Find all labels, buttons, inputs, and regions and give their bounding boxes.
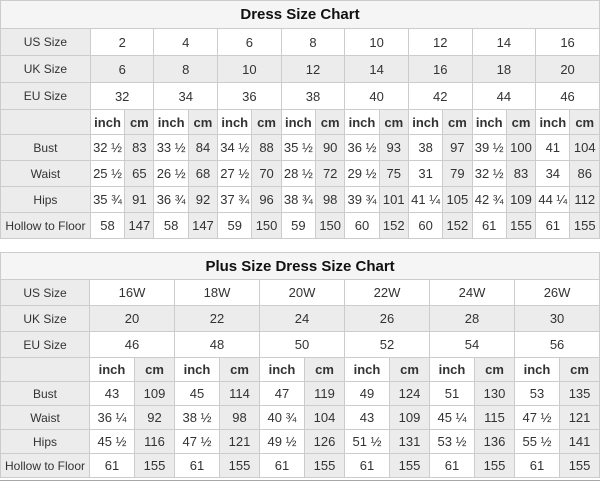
row-label: Bust — [1, 135, 91, 161]
unit-header-inch: inch — [90, 358, 135, 382]
size-value-cell: 16 — [536, 29, 600, 56]
size-value-cell: 34 — [154, 83, 218, 110]
measurement-cm-cell: 155 — [305, 454, 345, 478]
unit-header-cm: cm — [305, 358, 345, 382]
row-label: Hips — [1, 187, 91, 213]
measurement-inch-cell: 33 ½ — [154, 135, 188, 161]
measurement-inch-cell: 49 ½ — [260, 430, 305, 454]
measurement-cm-cell: 70 — [252, 161, 281, 187]
measurement-inch-cell: 61 — [345, 454, 390, 478]
measurement-cm-cell: 84 — [188, 135, 217, 161]
size-value-cell: 50 — [260, 332, 345, 358]
unit-header-cm: cm — [506, 110, 535, 135]
unit-header-inch: inch — [430, 358, 475, 382]
measurement-inch-cell: 35 ¾ — [90, 187, 124, 213]
measurement-inch-cell: 59 — [281, 213, 315, 239]
size-value-cell: 6 — [90, 56, 154, 83]
unit-header-cm: cm — [135, 358, 175, 382]
measurement-inch-cell: 38 ¾ — [281, 187, 315, 213]
unit-header-inch: inch — [260, 358, 305, 382]
unit-header-inch: inch — [536, 110, 570, 135]
measurement-inch-cell: 61 — [472, 213, 506, 239]
unit-header-cm: cm — [443, 110, 472, 135]
measurement-inch-cell: 43 — [345, 406, 390, 430]
measurement-inch-cell: 34 ½ — [218, 135, 252, 161]
measurement-cm-cell: 155 — [135, 454, 175, 478]
measurement-cm-cell: 109 — [506, 187, 535, 213]
measurement-inch-cell: 59 — [218, 213, 252, 239]
measurement-inch-cell: 43 — [90, 382, 135, 406]
measurement-inch-cell: 47 ½ — [515, 406, 560, 430]
measurement-inch-cell: 39 ¾ — [345, 187, 379, 213]
measurement-inch-cell: 27 ½ — [218, 161, 252, 187]
size-value-cell: 40 — [345, 83, 409, 110]
measurement-cm-cell: 155 — [475, 454, 515, 478]
measurement-cm-cell: 115 — [475, 406, 515, 430]
unit-header-cm: cm — [560, 358, 600, 382]
measurement-cm-cell: 96 — [252, 187, 281, 213]
unit-header-cm: cm — [252, 110, 281, 135]
measurement-cm-cell: 92 — [188, 187, 217, 213]
plus-size-chart-table — [0, 252, 600, 478]
measurement-inch-cell: 32 ½ — [90, 135, 124, 161]
measurement-inch-cell: 26 ½ — [154, 161, 188, 187]
measurement-inch-cell: 51 — [430, 382, 475, 406]
measurement-cm-cell: 152 — [443, 213, 472, 239]
unit-header-inch: inch — [90, 110, 124, 135]
row-label: US Size — [1, 29, 91, 56]
size-value-cell: 8 — [154, 56, 218, 83]
measurement-inch-cell: 36 ½ — [345, 135, 379, 161]
measurement-cm-cell: 109 — [390, 406, 430, 430]
measurement-inch-cell: 25 ½ — [90, 161, 124, 187]
size-value-cell: 20 — [90, 306, 175, 332]
size-value-cell: 22 — [175, 306, 260, 332]
measurement-cm-cell: 136 — [475, 430, 515, 454]
size-value-cell: 28 — [430, 306, 515, 332]
size-value-cell: 26W — [515, 280, 600, 306]
size-value-cell: 56 — [515, 332, 600, 358]
measurement-inch-cell: 31 — [408, 161, 442, 187]
size-value-cell: 24 — [260, 306, 345, 332]
unit-header-cm: cm — [390, 358, 430, 382]
size-value-cell: 48 — [175, 332, 260, 358]
measurement-cm-cell: 121 — [560, 406, 600, 430]
size-value-cell: 12 — [281, 56, 345, 83]
row-label: EU Size — [1, 83, 91, 110]
measurement-cm-cell: 155 — [560, 454, 600, 478]
measurement-inch-cell: 36 ¾ — [154, 187, 188, 213]
measurement-cm-cell: 155 — [506, 213, 535, 239]
measurement-cm-cell: 98 — [316, 187, 345, 213]
measurement-inch-cell: 32 ½ — [472, 161, 506, 187]
measurement-cm-cell: 105 — [443, 187, 472, 213]
measurement-cm-cell: 150 — [316, 213, 345, 239]
measurement-cm-cell: 155 — [390, 454, 430, 478]
measurement-cm-cell: 68 — [188, 161, 217, 187]
measurement-cm-cell: 83 — [125, 135, 154, 161]
measurement-inch-cell: 28 ½ — [281, 161, 315, 187]
unit-header-inch: inch — [345, 358, 390, 382]
size-value-cell: 10 — [218, 56, 282, 83]
measurement-cm-cell: 124 — [390, 382, 430, 406]
unit-header-inch: inch — [408, 110, 442, 135]
measurement-cm-cell: 112 — [570, 187, 600, 213]
measurement-inch-cell: 39 ½ — [472, 135, 506, 161]
measurement-cm-cell: 92 — [135, 406, 175, 430]
measurement-inch-cell: 45 ½ — [90, 430, 135, 454]
measurement-cm-cell: 98 — [220, 406, 260, 430]
measurement-cm-cell: 101 — [379, 187, 408, 213]
measurement-inch-cell: 44 ¼ — [536, 187, 570, 213]
size-value-cell: 22W — [345, 280, 430, 306]
row-label: UK Size — [1, 56, 91, 83]
unit-header-cm: cm — [188, 110, 217, 135]
measurement-cm-cell: 72 — [316, 161, 345, 187]
measurement-cm-cell: 155 — [220, 454, 260, 478]
unit-header-inch: inch — [218, 110, 252, 135]
row-label: Hollow to Floor — [1, 454, 90, 478]
measurement-inch-cell: 61 — [430, 454, 475, 478]
row-label: UK Size — [1, 306, 90, 332]
measurement-cm-cell: 104 — [570, 135, 600, 161]
size-value-cell: 52 — [345, 332, 430, 358]
measurement-cm-cell: 135 — [560, 382, 600, 406]
measurement-cm-cell: 109 — [135, 382, 175, 406]
unit-header-inch: inch — [154, 110, 188, 135]
size-value-cell: 4 — [154, 29, 218, 56]
size-value-cell: 8 — [281, 29, 345, 56]
measurement-cm-cell: 152 — [379, 213, 408, 239]
size-value-cell: 14 — [472, 29, 536, 56]
measurement-inch-cell: 35 ½ — [281, 135, 315, 161]
measurement-inch-cell: 49 — [345, 382, 390, 406]
measurement-inch-cell: 53 ½ — [430, 430, 475, 454]
measurement-cm-cell: 97 — [443, 135, 472, 161]
measurement-inch-cell: 45 ¼ — [430, 406, 475, 430]
dress-size-chart-title: Dress Size Chart — [1, 1, 600, 29]
measurement-inch-cell: 61 — [175, 454, 220, 478]
measurement-cm-cell: 155 — [570, 213, 600, 239]
row-label: Hips — [1, 430, 90, 454]
size-value-cell: 46 — [90, 332, 175, 358]
measurement-inch-cell: 40 ¾ — [260, 406, 305, 430]
measurement-inch-cell: 38 ½ — [175, 406, 220, 430]
measurement-inch-cell: 61 — [260, 454, 305, 478]
size-value-cell: 32 — [90, 83, 154, 110]
measurement-cm-cell: 86 — [570, 161, 600, 187]
measurement-inch-cell: 60 — [345, 213, 379, 239]
measurement-inch-cell: 42 ¾ — [472, 187, 506, 213]
size-value-cell: 54 — [430, 332, 515, 358]
measurement-cm-cell: 150 — [252, 213, 281, 239]
measurement-inch-cell: 55 ½ — [515, 430, 560, 454]
table-gap — [0, 239, 600, 252]
size-value-cell: 14 — [345, 56, 409, 83]
size-value-cell: 10 — [345, 29, 409, 56]
unit-header-cm: cm — [570, 110, 600, 135]
unit-header-inch: inch — [472, 110, 506, 135]
unit-header-cm: cm — [316, 110, 345, 135]
size-value-cell: 20 — [536, 56, 600, 83]
size-value-cell: 12 — [408, 29, 472, 56]
measurement-cm-cell: 141 — [560, 430, 600, 454]
size-value-cell: 18 — [472, 56, 536, 83]
plus-size-dress-size-chart-title: Plus Size Dress Size Chart — [1, 253, 600, 280]
row-label: Waist — [1, 161, 91, 187]
unit-header-inch: inch — [281, 110, 315, 135]
measurement-cm-cell: 79 — [443, 161, 472, 187]
measurement-inch-cell: 61 — [90, 454, 135, 478]
size-value-cell: 38 — [281, 83, 345, 110]
size-value-cell: 36 — [218, 83, 282, 110]
unit-header-inch: inch — [175, 358, 220, 382]
measurement-cm-cell: 131 — [390, 430, 430, 454]
size-value-cell: 18W — [175, 280, 260, 306]
row-label: Hollow to Floor — [1, 213, 91, 239]
measurement-cm-cell: 88 — [252, 135, 281, 161]
unit-header-inch: inch — [345, 110, 379, 135]
measurement-cm-cell: 147 — [188, 213, 217, 239]
unit-header-cm: cm — [379, 110, 408, 135]
measurement-inch-cell: 47 ½ — [175, 430, 220, 454]
size-value-cell: 20W — [260, 280, 345, 306]
row-label: US Size — [1, 280, 90, 306]
measurement-cm-cell: 116 — [135, 430, 175, 454]
size-value-cell: 2 — [90, 29, 154, 56]
measurement-inch-cell: 53 — [515, 382, 560, 406]
size-value-cell: 46 — [536, 83, 600, 110]
size-value-cell: 24W — [430, 280, 515, 306]
measurement-cm-cell: 83 — [506, 161, 535, 187]
dress-size-chart-table — [0, 0, 600, 239]
unit-header-cm: cm — [475, 358, 515, 382]
measurement-inch-cell: 61 — [536, 213, 570, 239]
measurement-inch-cell: 38 — [408, 135, 442, 161]
measurement-cm-cell: 114 — [220, 382, 260, 406]
measurement-inch-cell: 36 ¼ — [90, 406, 135, 430]
measurement-inch-cell: 37 ¾ — [218, 187, 252, 213]
row-label-empty — [1, 358, 90, 382]
measurement-inch-cell: 61 — [515, 454, 560, 478]
measurement-inch-cell: 58 — [154, 213, 188, 239]
measurement-inch-cell: 60 — [408, 213, 442, 239]
row-label-empty — [1, 110, 91, 135]
row-label: Bust — [1, 382, 90, 406]
measurement-cm-cell: 90 — [316, 135, 345, 161]
measurement-inch-cell: 47 — [260, 382, 305, 406]
measurement-cm-cell: 126 — [305, 430, 345, 454]
measurement-inch-cell: 58 — [90, 213, 124, 239]
measurement-cm-cell: 104 — [305, 406, 345, 430]
size-value-cell: 6 — [218, 29, 282, 56]
size-value-cell: 16W — [90, 280, 175, 306]
measurement-inch-cell: 29 ½ — [345, 161, 379, 187]
measurement-cm-cell: 75 — [379, 161, 408, 187]
measurement-cm-cell: 147 — [125, 213, 154, 239]
row-label: Waist — [1, 406, 90, 430]
unit-header-inch: inch — [515, 358, 560, 382]
size-value-cell: 30 — [515, 306, 600, 332]
size-value-cell: 42 — [408, 83, 472, 110]
size-value-cell: 16 — [408, 56, 472, 83]
measurement-cm-cell: 119 — [305, 382, 345, 406]
unit-header-cm: cm — [125, 110, 154, 135]
measurement-inch-cell: 45 — [175, 382, 220, 406]
measurement-inch-cell: 41 ¼ — [408, 187, 442, 213]
measurement-inch-cell: 34 — [536, 161, 570, 187]
measurement-cm-cell: 65 — [125, 161, 154, 187]
size-value-cell: 26 — [345, 306, 430, 332]
measurement-cm-cell: 130 — [475, 382, 515, 406]
measurement-inch-cell: 51 ½ — [345, 430, 390, 454]
measurement-cm-cell: 121 — [220, 430, 260, 454]
row-label: EU Size — [1, 332, 90, 358]
measurement-cm-cell: 93 — [379, 135, 408, 161]
measurement-cm-cell: 100 — [506, 135, 535, 161]
size-value-cell: 44 — [472, 83, 536, 110]
measurement-cm-cell: 91 — [125, 187, 154, 213]
measurement-inch-cell: 41 — [536, 135, 570, 161]
unit-header-cm: cm — [220, 358, 260, 382]
